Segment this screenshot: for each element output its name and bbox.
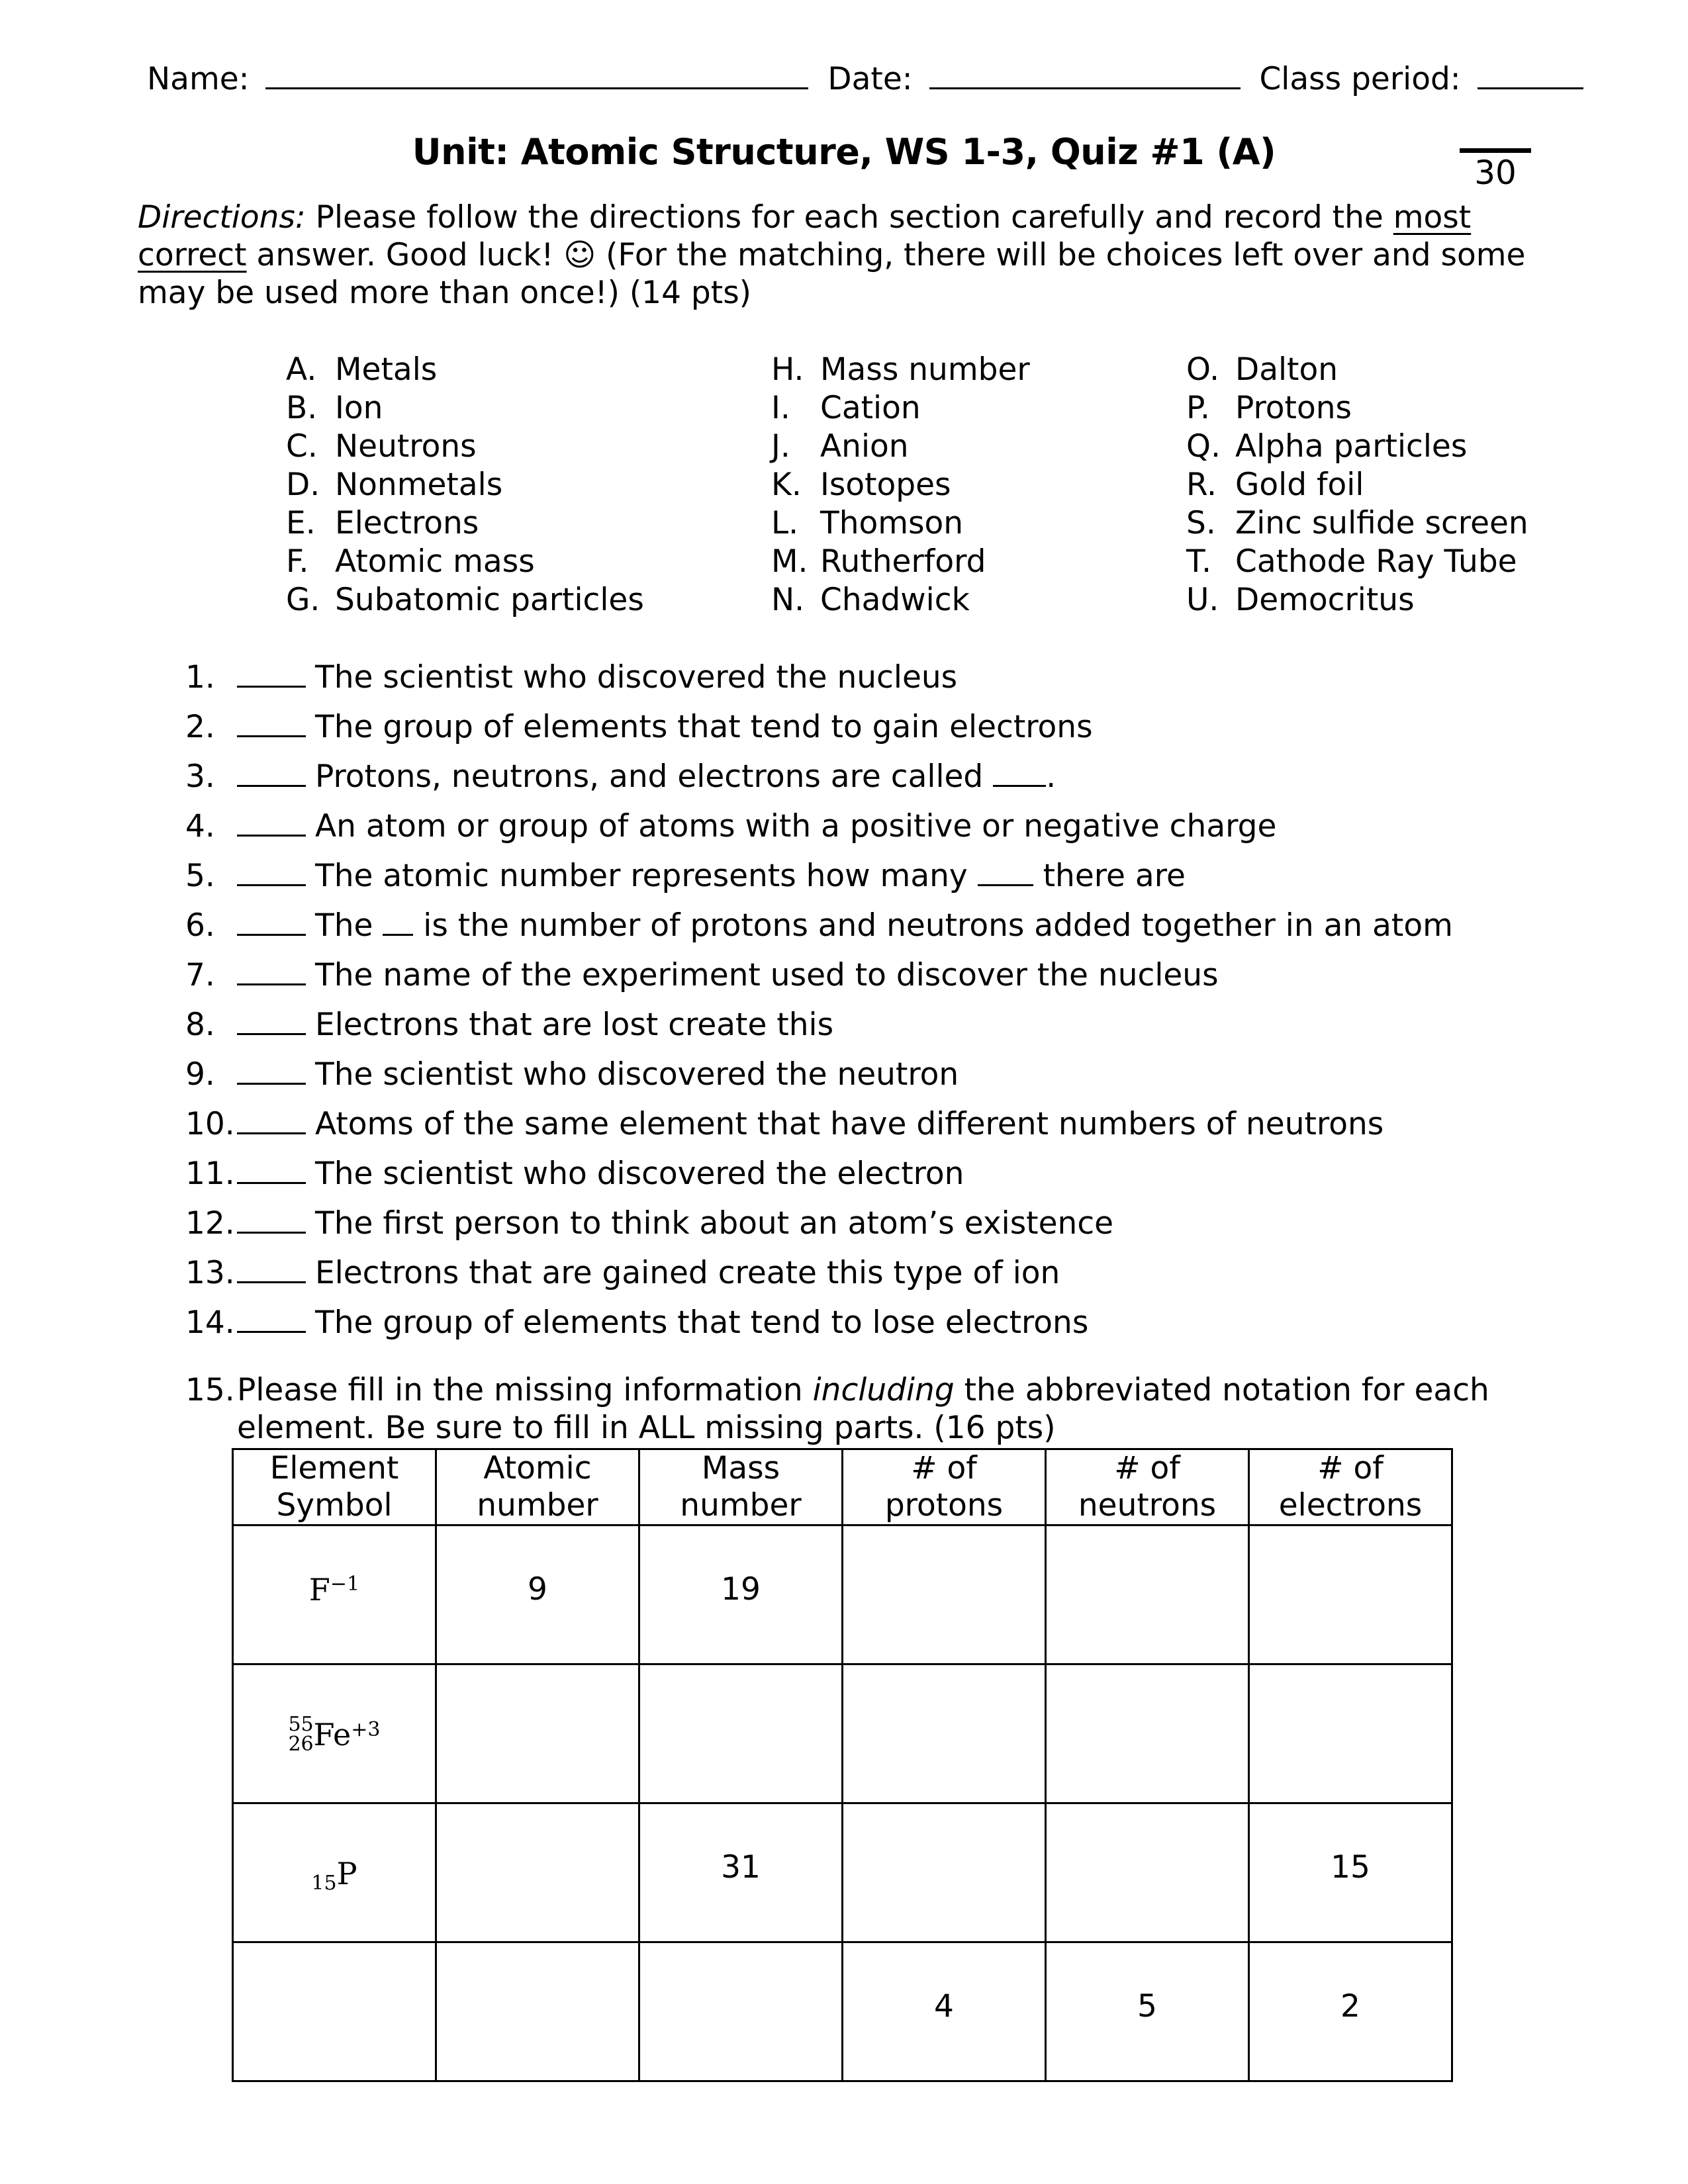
- options-column-1: [286, 351, 644, 619]
- element-symbol-cell[interactable]: [233, 1803, 436, 1942]
- inline-blank: [383, 905, 413, 936]
- option-item: [1186, 428, 1528, 466]
- atomic-number-subscript: 15: [311, 1872, 337, 1895]
- question-text: The atomic number represents how many: [315, 858, 978, 894]
- question-number: 15.: [185, 1372, 235, 1408]
- question-number: 13.: [185, 1255, 235, 1291]
- option-item: [286, 389, 644, 428]
- option-item: [1186, 466, 1528, 504]
- date-field[interactable]: [929, 58, 1241, 89]
- element-symbol-cell[interactable]: [233, 1664, 436, 1803]
- answer-blank[interactable]: [237, 804, 306, 837]
- option-letter: M.: [771, 543, 808, 580]
- electrons-cell[interactable]: [1249, 1525, 1452, 1664]
- option-text: Neutrons: [335, 428, 477, 465]
- mass-number-value: 19: [721, 1571, 761, 1608]
- option-letter: C.: [286, 428, 318, 465]
- option-letter: E.: [286, 505, 316, 541]
- option-text: Alpha particles: [1235, 428, 1468, 465]
- question-text: The: [315, 907, 383, 944]
- option-text: Chadwick: [820, 582, 970, 618]
- answer-blank[interactable]: [237, 1201, 306, 1234]
- answer-blank[interactable]: [237, 1251, 306, 1283]
- isotope-notation: [309, 1572, 359, 1608]
- charge-superscript: −1: [330, 1572, 360, 1596]
- option-text: Atomic mass: [335, 543, 535, 580]
- question-item: [185, 1251, 1453, 1300]
- question-item: [185, 705, 1453, 754]
- option-letter: J.: [771, 428, 790, 465]
- option-text: Zinc sulfide screen: [1235, 505, 1528, 541]
- electrons-cell[interactable]: [1249, 1942, 1452, 2081]
- column-header-line-2: neutrons: [1078, 1487, 1217, 1524]
- question-item: [185, 953, 1453, 1003]
- option-item: [771, 543, 1030, 581]
- question-text: The scientist who discovered the nucleus: [315, 659, 958, 696]
- column-header-line-2: number: [680, 1487, 802, 1524]
- directions-lead: Directions:: [138, 199, 306, 236]
- question-number: 2.: [185, 709, 215, 745]
- question-number: 1.: [185, 659, 215, 696]
- mass-number-cell[interactable]: [639, 1525, 843, 1664]
- option-item: [1186, 351, 1528, 389]
- question-number: 7.: [185, 957, 215, 993]
- question-item: [185, 1102, 1453, 1152]
- neutrons-cell[interactable]: [1046, 1942, 1249, 2081]
- question-number: 11.: [185, 1156, 235, 1192]
- question-item: [185, 754, 1453, 804]
- option-letter: S.: [1186, 505, 1216, 541]
- mass-number-superscript: [311, 1854, 336, 1874]
- answer-blank[interactable]: [237, 854, 306, 886]
- question-text: Please fill in the missing information: [237, 1372, 813, 1408]
- option-text: Isotopes: [820, 467, 951, 503]
- mass-number-superscript: 55: [288, 1713, 314, 1736]
- electrons-value: 15: [1331, 1849, 1370, 1886]
- atomic-number-cell[interactable]: [436, 1525, 639, 1664]
- option-text: Democritus: [1235, 582, 1415, 618]
- nuclide-numbers: [288, 1715, 313, 1754]
- answer-blank[interactable]: [237, 1152, 306, 1184]
- option-letter: G.: [286, 582, 320, 618]
- question-text-after: .: [1046, 758, 1056, 795]
- option-letter: T.: [1186, 543, 1212, 580]
- class-period-field[interactable]: [1477, 58, 1583, 89]
- protons-cell[interactable]: [843, 1664, 1046, 1803]
- question-number: 12.: [185, 1205, 235, 1242]
- option-item: [771, 428, 1030, 466]
- column-header-line-1: Element: [269, 1450, 399, 1486]
- element-symbol: F: [308, 1571, 330, 1608]
- isotope-notation: [311, 1854, 357, 1893]
- neutrons-cell[interactable]: [1046, 1664, 1249, 1803]
- electrons-cell[interactable]: [1249, 1664, 1452, 1803]
- option-item: [771, 351, 1030, 389]
- question-item: [185, 1003, 1453, 1052]
- question-number: 4.: [185, 808, 215, 844]
- question-number: 6.: [185, 907, 215, 944]
- name-field[interactable]: [265, 58, 808, 89]
- question-item: [185, 1052, 1453, 1102]
- option-letter: R.: [1186, 467, 1217, 503]
- option-letter: O.: [1186, 351, 1220, 388]
- date-label: Date:: [827, 61, 913, 97]
- atomic-info-table: [232, 1448, 1453, 2082]
- option-item: [1186, 543, 1528, 581]
- column-header: [843, 1449, 1046, 1525]
- question-15: [185, 1371, 1489, 1447]
- score-blank[interactable]: [1460, 148, 1531, 153]
- directions-text-2: answer. Good luck! ☺ (For the matching, there will be choices left over and some may be used more than once!) (14 pts): [138, 237, 1526, 311]
- column-header: [233, 1449, 436, 1525]
- option-item: [286, 581, 644, 619]
- option-text: Cathode Ray Tube: [1235, 543, 1517, 580]
- option-item: [1186, 504, 1528, 543]
- option-text: Anion: [820, 428, 909, 465]
- electrons-value: 2: [1340, 1988, 1360, 2025]
- answer-blank[interactable]: [237, 1300, 306, 1333]
- answer-blank[interactable]: [237, 1102, 306, 1134]
- column-header-line-1: # of: [1317, 1450, 1383, 1486]
- option-text: Cation: [820, 390, 921, 426]
- student-info-row: [147, 58, 1583, 97]
- question-text: The scientist who discovered the electron: [315, 1156, 964, 1192]
- option-text: Thomson: [820, 505, 964, 541]
- options-column-3: [1186, 351, 1528, 619]
- question-text: The name of the experiment used to discover the nucleus: [315, 957, 1219, 993]
- atomic-number-cell[interactable]: [436, 1942, 639, 2081]
- question-text: Protons, neutrons, and electrons are called: [315, 758, 994, 795]
- option-text: Dalton: [1235, 351, 1338, 388]
- protons-cell[interactable]: [843, 1525, 1046, 1664]
- protons-cell[interactable]: [843, 1942, 1046, 2081]
- column-header-line-1: # of: [1114, 1450, 1180, 1486]
- inline-blank: [978, 855, 1033, 886]
- question-item: [185, 1201, 1453, 1251]
- question-text: Electrons that are lost create this: [315, 1007, 834, 1043]
- option-item: [286, 543, 644, 581]
- option-item: [771, 504, 1030, 543]
- option-letter: N.: [771, 582, 805, 618]
- answer-blank[interactable]: [237, 953, 306, 985]
- option-text: Subatomic particles: [335, 582, 644, 618]
- question-text: The group of elements that tend to gain electrons: [315, 709, 1093, 745]
- option-item: [286, 504, 644, 543]
- question-item: [185, 1152, 1453, 1201]
- question-text: The group of elements that tend to lose electrons: [315, 1304, 1089, 1341]
- table-header-row: [233, 1449, 1452, 1525]
- table-row: [233, 1664, 1452, 1803]
- answer-blank[interactable]: [237, 655, 306, 688]
- option-text: Gold foil: [1235, 467, 1364, 503]
- question-text-after: is the number of protons and neutrons added together in an atom: [413, 907, 1453, 944]
- option-letter: Q.: [1186, 428, 1221, 465]
- option-item: [286, 351, 644, 389]
- option-letter: D.: [286, 467, 320, 503]
- option-text: Protons: [1235, 390, 1352, 426]
- element-symbol: P: [336, 1856, 357, 1891]
- charge-superscript: +3: [351, 1717, 381, 1741]
- option-text: Mass number: [820, 351, 1030, 388]
- column-header-line-1: Atomic: [483, 1450, 592, 1486]
- matching-questions: [185, 655, 1453, 1350]
- question-text: the abbreviated notation for each: [954, 1372, 1489, 1408]
- nuclide-numbers: [311, 1854, 336, 1893]
- inline-blank: [993, 756, 1046, 787]
- answer-blank[interactable]: [237, 1052, 306, 1085]
- column-header-line-2: Symbol: [276, 1487, 393, 1524]
- neutrons-cell[interactable]: [1046, 1525, 1249, 1664]
- question-number: 5.: [185, 858, 215, 894]
- option-letter: K.: [771, 467, 802, 503]
- option-item: [771, 581, 1030, 619]
- option-letter: L.: [771, 505, 799, 541]
- mass-number-value: 31: [721, 1849, 761, 1886]
- option-item: [771, 466, 1030, 504]
- option-item: [286, 428, 644, 466]
- option-letter: A.: [286, 351, 317, 388]
- question-emphasis: including: [812, 1372, 955, 1408]
- question-number: 3.: [185, 758, 215, 795]
- question-number: 10.: [185, 1106, 235, 1142]
- question-number: 8.: [185, 1007, 215, 1043]
- question-text: Atoms of the same element that have different numbers of neutrons: [315, 1106, 1384, 1142]
- column-header-line-1: Mass: [701, 1450, 780, 1486]
- score-total: 30: [1474, 154, 1517, 192]
- mass-number-cell[interactable]: [639, 1942, 843, 2081]
- class-period-label: Class period:: [1259, 61, 1461, 97]
- question-text-line-2: element. Be sure to fill in ALL missing parts. (16 pts): [237, 1410, 1056, 1446]
- element-symbol-cell[interactable]: [233, 1942, 436, 2081]
- column-header-line-2: protons: [884, 1487, 1004, 1524]
- directions-text-1: Please follow the directions for each section carefully and record the: [305, 199, 1393, 236]
- question-number: 14.: [185, 1304, 235, 1341]
- option-letter: B.: [286, 390, 318, 426]
- options-column-2: [771, 351, 1030, 619]
- page-title: Unit: Atomic Structure, WS 1-3, Quiz #1 (A): [412, 131, 1276, 173]
- column-header-line-2: electrons: [1278, 1487, 1423, 1524]
- atomic-number-cell[interactable]: [436, 1803, 639, 1942]
- answer-blank[interactable]: [237, 705, 306, 737]
- question-text: The first person to think about an atom’s existence: [315, 1205, 1114, 1242]
- question-text: Electrons that are gained create this type of ion: [315, 1255, 1060, 1291]
- option-letter: I.: [771, 390, 790, 426]
- option-text: Metals: [335, 351, 438, 388]
- option-letter: P.: [1186, 390, 1210, 426]
- element-symbol-cell[interactable]: [233, 1525, 436, 1664]
- mass-number-cell[interactable]: [639, 1664, 843, 1803]
- option-letter: U.: [1186, 582, 1219, 618]
- column-header: [1249, 1449, 1452, 1525]
- atomic-number-subscript: 26: [288, 1733, 314, 1756]
- option-letter: H.: [771, 351, 804, 388]
- answer-blank[interactable]: [237, 903, 306, 936]
- question-item: [185, 854, 1453, 903]
- neutrons-cell[interactable]: [1046, 1803, 1249, 1942]
- question-text-after: there are: [1033, 858, 1186, 894]
- name-label: Name:: [147, 61, 250, 97]
- protons-value: 4: [934, 1988, 954, 2025]
- table-row: [233, 1525, 1452, 1664]
- option-item: [1186, 389, 1528, 428]
- atomic-number-cell[interactable]: [436, 1664, 639, 1803]
- table-body: [233, 1525, 1452, 2081]
- question-text: The scientist who discovered the neutron: [315, 1056, 959, 1093]
- isotope-notation: [288, 1715, 380, 1754]
- question-item: [185, 655, 1453, 705]
- option-item: [286, 466, 644, 504]
- option-letter: F.: [286, 543, 309, 580]
- question-item: [185, 1300, 1453, 1350]
- column-header: [639, 1449, 843, 1525]
- table-row: [233, 1942, 1452, 2081]
- protons-cell[interactable]: [843, 1803, 1046, 1942]
- mass-number-cell[interactable]: [639, 1803, 843, 1942]
- question-number: 9.: [185, 1056, 215, 1093]
- table-row: [233, 1803, 1452, 1942]
- atomic-number-value: 9: [528, 1571, 547, 1608]
- column-header-line-1: # of: [911, 1450, 977, 1486]
- column-header: [1046, 1449, 1249, 1525]
- element-symbol: Fe: [313, 1717, 352, 1752]
- neutrons-value: 5: [1137, 1988, 1157, 2025]
- question-item: [185, 804, 1453, 854]
- electrons-cell[interactable]: [1249, 1803, 1452, 1942]
- option-text: Electrons: [335, 505, 479, 541]
- option-item: [771, 389, 1030, 428]
- answer-blank[interactable]: [237, 1003, 306, 1035]
- column-header: [436, 1449, 639, 1525]
- directions-emphasis: most correct: [138, 199, 1472, 273]
- option-text: Ion: [335, 390, 383, 426]
- question-text: An atom or group of atoms with a positive or negative charge: [315, 808, 1277, 844]
- option-text: Nonmetals: [335, 467, 503, 503]
- answer-blank[interactable]: [237, 754, 306, 787]
- question-item: [185, 903, 1453, 953]
- option-text: Rutherford: [820, 543, 986, 580]
- option-item: [1186, 581, 1528, 619]
- directions: [138, 199, 1554, 312]
- column-header-line-2: number: [477, 1487, 598, 1524]
